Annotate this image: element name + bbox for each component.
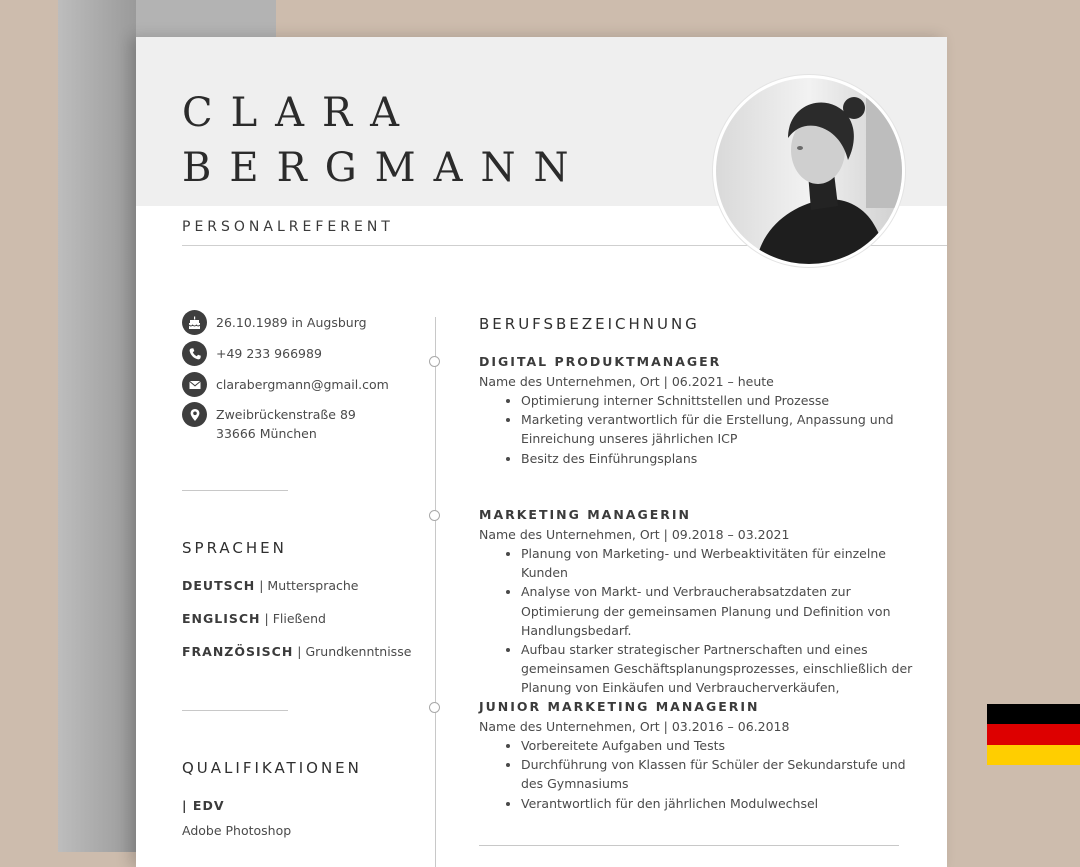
language-row: FRANZÖSISCH | Grundkenntnisse — [182, 644, 412, 659]
job-entry — [479, 698, 919, 813]
contact-email — [182, 372, 389, 397]
first-name: CLARA — [182, 90, 418, 136]
job-role: MARKETING MANAGERIN — [479, 507, 691, 522]
qualification-category: | EDV — [182, 798, 225, 813]
last-name: BERGMANN — [182, 145, 587, 191]
contact-phone — [182, 341, 322, 366]
address-text — [216, 402, 356, 443]
language-name: ENGLISCH — [182, 611, 261, 626]
address-line-2: 33666 München — [216, 426, 317, 441]
flag-stripe-gold — [987, 745, 1080, 765]
language-name: DEUTSCH — [182, 578, 256, 593]
job-role: JUNIOR MARKETING MANAGERIN — [479, 699, 760, 714]
job-title: PERSONALREFERENT — [182, 219, 394, 235]
timeline-line — [435, 317, 436, 867]
experience-title: BERUFSBEZEICHNUNG — [479, 315, 700, 333]
german-flag-icon — [987, 704, 1080, 765]
location-pin-icon — [182, 402, 207, 427]
qualifications-title: QUALIFIKATIONEN — [182, 759, 362, 777]
job-bullet: • Aufbau starker strategischer Partnerschaften und eines gemeinsamen Geschäftsplanungsprozesses, einschließlich der Planung von Einkäufen und Verbraucherverkäufen, — [521, 640, 919, 698]
job-meta: Name des Unternehmen, Ort | 06.2021 – heute — [479, 374, 774, 389]
phone-icon — [182, 341, 207, 366]
job-entry — [479, 506, 919, 698]
experience-divider — [479, 845, 899, 846]
address-line-1: Zweibrückenstraße 89 — [216, 407, 356, 422]
timeline-dot — [429, 356, 440, 367]
contact-birth — [182, 310, 367, 335]
language-name: FRANZÖSISCH — [182, 644, 294, 659]
language-level: Fließend — [272, 611, 326, 626]
job-meta: Name des Unternehmen, Ort | 03.2016 – 06.2018 — [479, 719, 790, 734]
email-text: clarabergmann@gmail.com — [216, 377, 389, 392]
timeline-dot — [429, 702, 440, 713]
job-meta: Name des Unternehmen, Ort | 09.2018 – 03.2021 — [479, 527, 790, 542]
flag-stripe-red — [987, 724, 1080, 744]
job-bullet: • Vorbereitete Aufgaben und Tests — [521, 736, 919, 755]
job-bullets — [479, 736, 919, 813]
qualification-item: Adobe Photoshop — [182, 823, 292, 838]
backdrop-shadow — [58, 0, 136, 852]
job-bullets — [479, 391, 919, 468]
job-bullet: • Besitz des Einführungsplans — [521, 449, 919, 468]
language-level: Muttersprache — [267, 578, 359, 593]
envelope-icon — [182, 372, 207, 397]
timeline-dot — [429, 510, 440, 521]
contact-address — [182, 402, 356, 443]
job-bullets — [479, 544, 919, 698]
job-bullet: • Durchführung von Klassen für Schüler der Sekundarstufe und des Gymnasiums — [521, 755, 919, 793]
language-row: ENGLISCH | Fließend — [182, 611, 326, 626]
profile-photo — [716, 78, 902, 264]
job-bullet: • Analyse von Markt- und Verbraucherabsatzdaten zur Optimierung der gemeinsamen Planung und Definition von Handlungsbedarf. — [521, 582, 919, 640]
job-bullet: • Marketing verantwortlich für die Erstellung, Anpassung und Einreichung unseres jährlichen ICP — [521, 410, 919, 448]
phone-text: +49 233 966989 — [216, 346, 322, 361]
job-entry — [479, 353, 919, 468]
birthday-cake-icon — [182, 310, 207, 335]
resume-page — [136, 37, 947, 867]
job-role: DIGITAL PRODUKTMANAGER — [479, 354, 722, 369]
language-row: DEUTSCH | Muttersprache — [182, 578, 359, 593]
language-level: Grundkenntnisse — [305, 644, 412, 659]
birth-text: 26.10.1989 in Augsburg — [216, 315, 367, 330]
job-bullet: • Verantwortlich für den jährlichen Modulwechsel — [521, 794, 919, 813]
job-bullet: • Optimierung interner Schnittstellen und Prozesse — [521, 391, 919, 410]
job-bullet: • Planung von Marketing- und Werbeaktivitäten für einzelne Kunden — [521, 544, 919, 582]
flag-stripe-black — [987, 704, 1080, 724]
contact-divider — [182, 490, 288, 491]
languages-title: SPRACHEN — [182, 539, 287, 557]
languages-divider — [182, 710, 288, 711]
qualification-category-label: EDV — [192, 798, 225, 813]
